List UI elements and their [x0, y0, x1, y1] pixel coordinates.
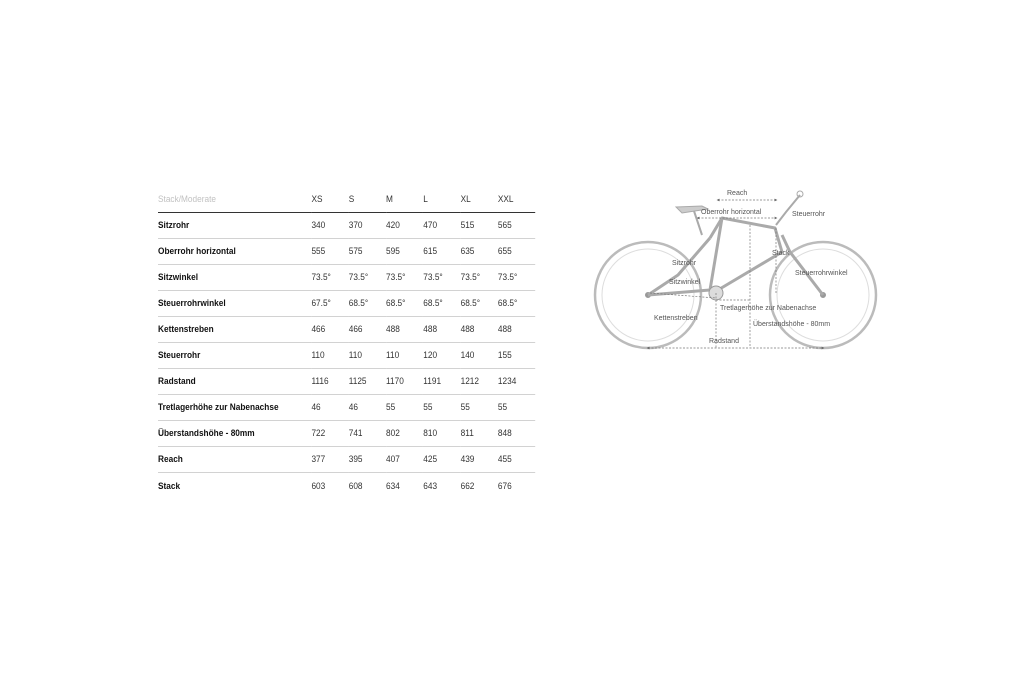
table-cell: 73.5° [423, 264, 460, 290]
handlebar-icon [776, 195, 800, 225]
geometry-table-header [158, 188, 535, 212]
table-cell: 848 [498, 421, 535, 447]
table-cell: 575 [349, 238, 386, 264]
row-label: Stack [158, 480, 181, 491]
table-cell: 73.5° [461, 264, 498, 290]
table-cell: 120 [423, 342, 460, 368]
table-cell: 46 [311, 395, 348, 421]
geometry-table [158, 188, 535, 499]
table-cell: 488 [386, 316, 423, 342]
table-row [158, 395, 535, 421]
table-cell: 470 [423, 212, 460, 238]
table-cell: 810 [423, 421, 460, 447]
size-header-xs: XS [311, 188, 348, 212]
table-cell: 110 [311, 342, 348, 368]
table-row [158, 290, 535, 316]
size-header-m: M [386, 188, 423, 212]
table-row [158, 421, 535, 447]
table-cell: 555 [311, 238, 348, 264]
label-standover: Überstandshöhe - 80mm [753, 321, 831, 328]
table-cell: 811 [461, 421, 498, 447]
table-cell: 68.5° [349, 290, 386, 316]
row-label: Radstand [158, 369, 311, 395]
size-header-row [158, 188, 535, 212]
table-cell: 73.5° [311, 264, 348, 290]
table-cell: 466 [311, 316, 348, 342]
label-chainstay: Kettenstreben [654, 315, 698, 322]
row-label: Überstandshöhe - 80mm [158, 421, 311, 447]
table-cell: 635 [461, 238, 498, 264]
table-cell: 488 [423, 316, 460, 342]
size-header-xl: XL [461, 188, 498, 212]
table-cell: 73.5° [386, 264, 423, 290]
table-cell: 1234 [498, 369, 535, 395]
table-row [158, 264, 535, 290]
row-label: Steuerrohrwinkel [158, 290, 311, 316]
table-cell: 425 [423, 447, 460, 473]
table-cell: 802 [386, 421, 423, 447]
table-cell: 155 [498, 342, 535, 368]
table-cell: 565 [498, 212, 535, 238]
bike-geometry-diagram [590, 180, 880, 360]
row-label: Steuerrohr [158, 342, 311, 368]
table-cell: 110 [349, 342, 386, 368]
table-cell: 377 [311, 447, 348, 473]
size-header-xxl: XXL [498, 188, 535, 212]
table-cell: 73.5° [349, 264, 386, 290]
table-cell: 488 [461, 316, 498, 342]
table-cell: 662 [460, 480, 475, 491]
table-cell: 1125 [349, 369, 386, 395]
table-row [158, 447, 535, 473]
table-cell: 55 [461, 395, 498, 421]
label-top-tube: Oberrohr horizontal [701, 209, 762, 216]
table-cell: 741 [349, 421, 386, 447]
table-cell: 595 [386, 238, 423, 264]
table-row [158, 316, 535, 342]
label-head-angle: Steuerrohrwinkel [795, 270, 848, 277]
table-cell: 1212 [461, 369, 498, 395]
table-cell: 1170 [386, 369, 423, 395]
table-cell: 420 [386, 212, 423, 238]
row-label: Oberrohr horizontal [158, 238, 311, 264]
row-label: Tretlagerhöhe zur Nabenachse [158, 395, 311, 421]
label-reach: Reach [727, 190, 748, 197]
table-row [158, 342, 535, 368]
table-cell: 68.5° [498, 290, 535, 316]
table-cell: 439 [461, 447, 498, 473]
label-stack: Stack [772, 250, 790, 257]
table-cell: 455 [498, 447, 535, 473]
table-cell: 73.5° [498, 264, 535, 290]
table-cell: 488 [498, 316, 535, 342]
table-cell: 1116 [311, 369, 348, 395]
table-cell: 370 [349, 212, 386, 238]
row-label: Kettenstreben [158, 316, 311, 342]
table-cell: 634 [386, 480, 400, 491]
table-cell: 68.5° [386, 290, 423, 316]
label-seat-tube: Sitzrohr [672, 260, 697, 267]
table-cell: 655 [498, 238, 535, 264]
table-row [158, 212, 535, 238]
table-cell: 603 [311, 480, 326, 491]
row-label: Sitzwinkel [158, 264, 311, 290]
table-cell: 466 [349, 316, 386, 342]
row-label: Reach [158, 447, 311, 473]
table-cell: 68.5° [423, 290, 460, 316]
table-cell: 55 [423, 395, 460, 421]
table-corner-label: Stack/Moderate [158, 188, 311, 212]
table-cell: 395 [349, 447, 386, 473]
size-header-l: L [423, 188, 460, 212]
table-cell: 722 [311, 421, 348, 447]
table-cell: 55 [498, 395, 535, 421]
table-row [158, 238, 535, 264]
table-cell: 67.5° [311, 290, 348, 316]
label-wheelbase: Radstand [709, 338, 739, 345]
table-cell: 340 [311, 212, 348, 238]
size-header-s: S [349, 188, 386, 212]
table-cell: 615 [423, 238, 460, 264]
table-cell: 46 [349, 395, 386, 421]
table-cell: 515 [461, 212, 498, 238]
row-label: Sitzrohr [158, 212, 311, 238]
table-cell: 676 [497, 480, 512, 491]
label-bb-drop: Tretlagerhöhe zur Nabenachse [720, 305, 817, 312]
table-cell: 407 [386, 447, 423, 473]
table-row [158, 473, 535, 499]
label-seat-angle: Sitzwinkel [669, 279, 701, 286]
table-cell: 608 [348, 480, 363, 491]
table-row [158, 369, 535, 395]
table-cell: 55 [386, 395, 423, 421]
table-cell: 643 [423, 480, 438, 491]
geometry-table-body [158, 212, 535, 499]
table-cell: 68.5° [461, 290, 498, 316]
table-cell: 1191 [423, 369, 460, 395]
table-cell: 110 [386, 342, 423, 368]
label-head-tube: Steuerrohr [792, 211, 826, 218]
table-cell: 140 [461, 342, 498, 368]
